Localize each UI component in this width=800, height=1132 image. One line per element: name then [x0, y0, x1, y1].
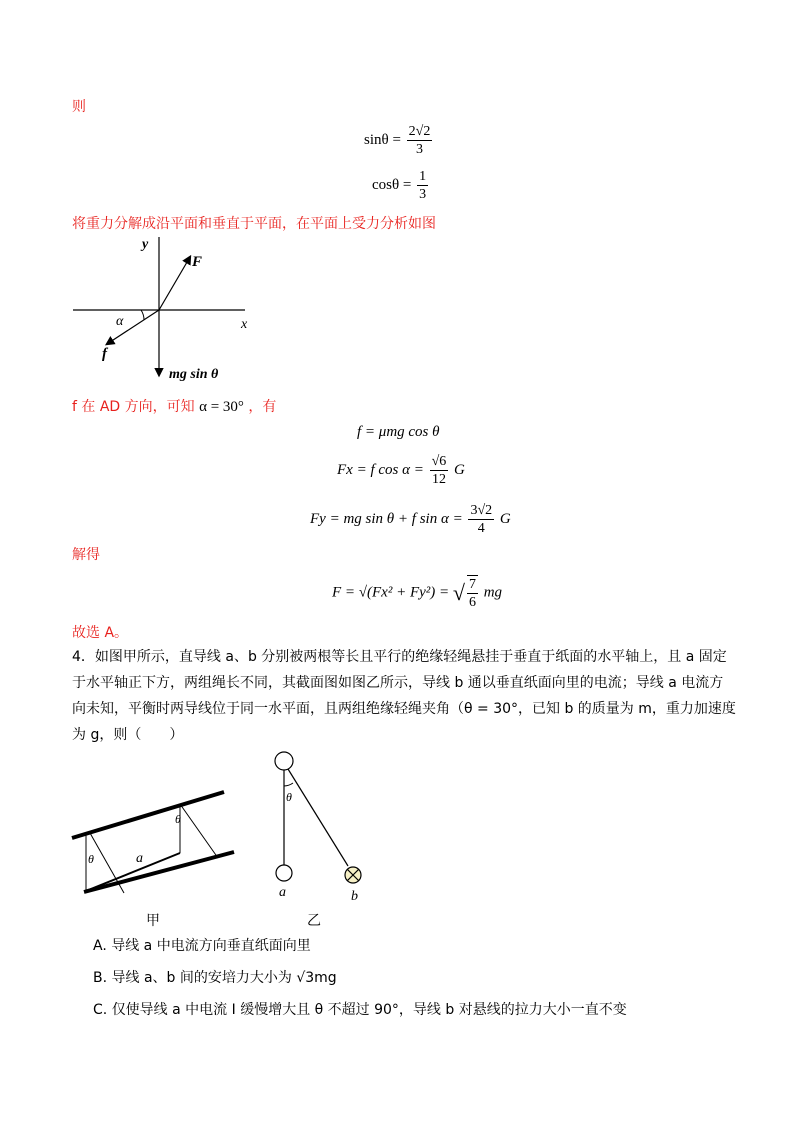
figure-jia	[66, 790, 246, 920]
x-label: x	[241, 317, 248, 332]
fy-numerator: 3√2	[470, 503, 493, 518]
solve-label: 解得	[72, 547, 100, 563]
F-label: F	[192, 254, 203, 270]
option-c[interactable]	[93, 998, 627, 1023]
theta-label-right: θ	[175, 812, 181, 826]
option-a-label: A.	[93, 938, 107, 954]
rope-right-slant	[180, 804, 218, 858]
fx-tail: G	[454, 461, 465, 478]
cos-lhs: cosθ =	[372, 176, 412, 193]
upper-axis-rod	[72, 792, 224, 838]
direction-text-1: f 在 AD 方向，可知	[72, 399, 195, 415]
figure-yi	[262, 748, 382, 908]
theta-arc	[284, 783, 293, 786]
sin-numerator: 2√2	[408, 124, 431, 139]
F-fraction	[467, 575, 478, 611]
fx-equation	[337, 453, 465, 488]
fx-fraction	[430, 453, 449, 488]
option-b-label: B.	[93, 970, 108, 986]
direction-line	[72, 396, 276, 416]
lower-wire-b	[84, 852, 234, 892]
theta-label: θ	[286, 790, 292, 804]
pivot-circle	[275, 752, 293, 770]
wire-a-circle	[276, 865, 292, 881]
option-b[interactable]	[93, 966, 337, 991]
question-line-2: 于水平轴正下方，两组绳长不同，其截面图如图乙所示，导线 b 通以垂直纸面向里的电流；导线 a 电流方	[72, 675, 724, 691]
question-number: 4．	[72, 649, 95, 665]
option-a-text: 导线 a 中电流方向垂直纸面向里	[111, 938, 311, 954]
alpha-arc	[141, 310, 144, 320]
caption-jia: 甲	[146, 913, 160, 929]
option-b-text: 导线 a、b 间的安培力大小为 √3mg	[111, 970, 337, 986]
mg-label: mg sin θ	[169, 367, 219, 382]
F-tail: mg	[483, 584, 503, 601]
rope-b	[288, 769, 348, 866]
F-numerator: 7	[468, 577, 476, 592]
F-arrow	[159, 257, 190, 310]
sin-fraction	[407, 123, 433, 158]
F-equation	[332, 575, 502, 611]
option-c-label: C.	[93, 1002, 108, 1018]
wire-a-label: a	[136, 851, 143, 866]
F-denominator: 6	[468, 595, 476, 610]
fy-fraction	[468, 502, 494, 537]
f-arrow	[107, 310, 159, 344]
then-label: 则	[72, 99, 86, 115]
sin-lhs: sinθ =	[364, 131, 401, 148]
sqrt-icon: √	[452, 580, 465, 605]
f-label: f	[102, 346, 107, 362]
fx-numerator: √6	[431, 454, 447, 469]
option-a[interactable]	[93, 934, 311, 959]
fy-tail: G	[499, 510, 511, 527]
a-label: a	[279, 885, 286, 900]
fy-lhs: Fy = mg sin θ + f sin α =	[310, 510, 463, 527]
direction-text-2: ，有	[248, 399, 277, 415]
friction-equation: f = μmg cos θ	[357, 424, 440, 440]
b-label: b	[351, 889, 358, 904]
cos-denominator: 3	[419, 187, 427, 202]
answer-text: 故选 A。	[72, 625, 129, 641]
theta-label-left: θ	[88, 852, 94, 866]
question-text-1: 如图甲所示，直导线 a、b 分别被两根等长且平行的绝缘轻绳悬挂于垂直于纸面的水平轴上，且 a 固定	[94, 649, 727, 665]
caption-yi: 乙	[307, 913, 321, 929]
alpha-label: α	[116, 314, 124, 329]
question-line-3: 向未知，平衡时两导线位于同一水平面，且两组绝缘轻绳夹角（θ = 30°，已知 b 的质量为 m，重力加速度	[72, 701, 736, 717]
decompose-text: 将重力分解成沿平面和垂直于平面，在平面上受力分析如图	[72, 216, 436, 232]
fy-denominator: 4	[477, 521, 485, 536]
F-lhs: F = √(Fx² + Fy²) =	[332, 584, 450, 601]
question-line-4: 为 g，则（ ）	[72, 727, 184, 743]
cos-fraction	[417, 168, 428, 203]
sin-equation	[364, 123, 434, 158]
question-line-1	[72, 645, 727, 670]
fy-equation	[310, 502, 511, 537]
option-c-text: 仅使导线 a 中电流 I 缓慢增大且 θ 不超过 90°，导线 b 对悬线的拉力大小一直不变	[111, 1002, 627, 1018]
fx-denominator: 12	[431, 472, 446, 487]
force-diagram	[65, 232, 265, 392]
fx-lhs: Fx = f cos α =	[337, 461, 424, 478]
alpha-equation: α = 30°	[199, 399, 244, 415]
y-label: y	[142, 237, 149, 252]
cos-equation	[372, 168, 430, 203]
sin-denominator: 3	[416, 142, 423, 157]
cos-numerator: 1	[419, 169, 427, 184]
